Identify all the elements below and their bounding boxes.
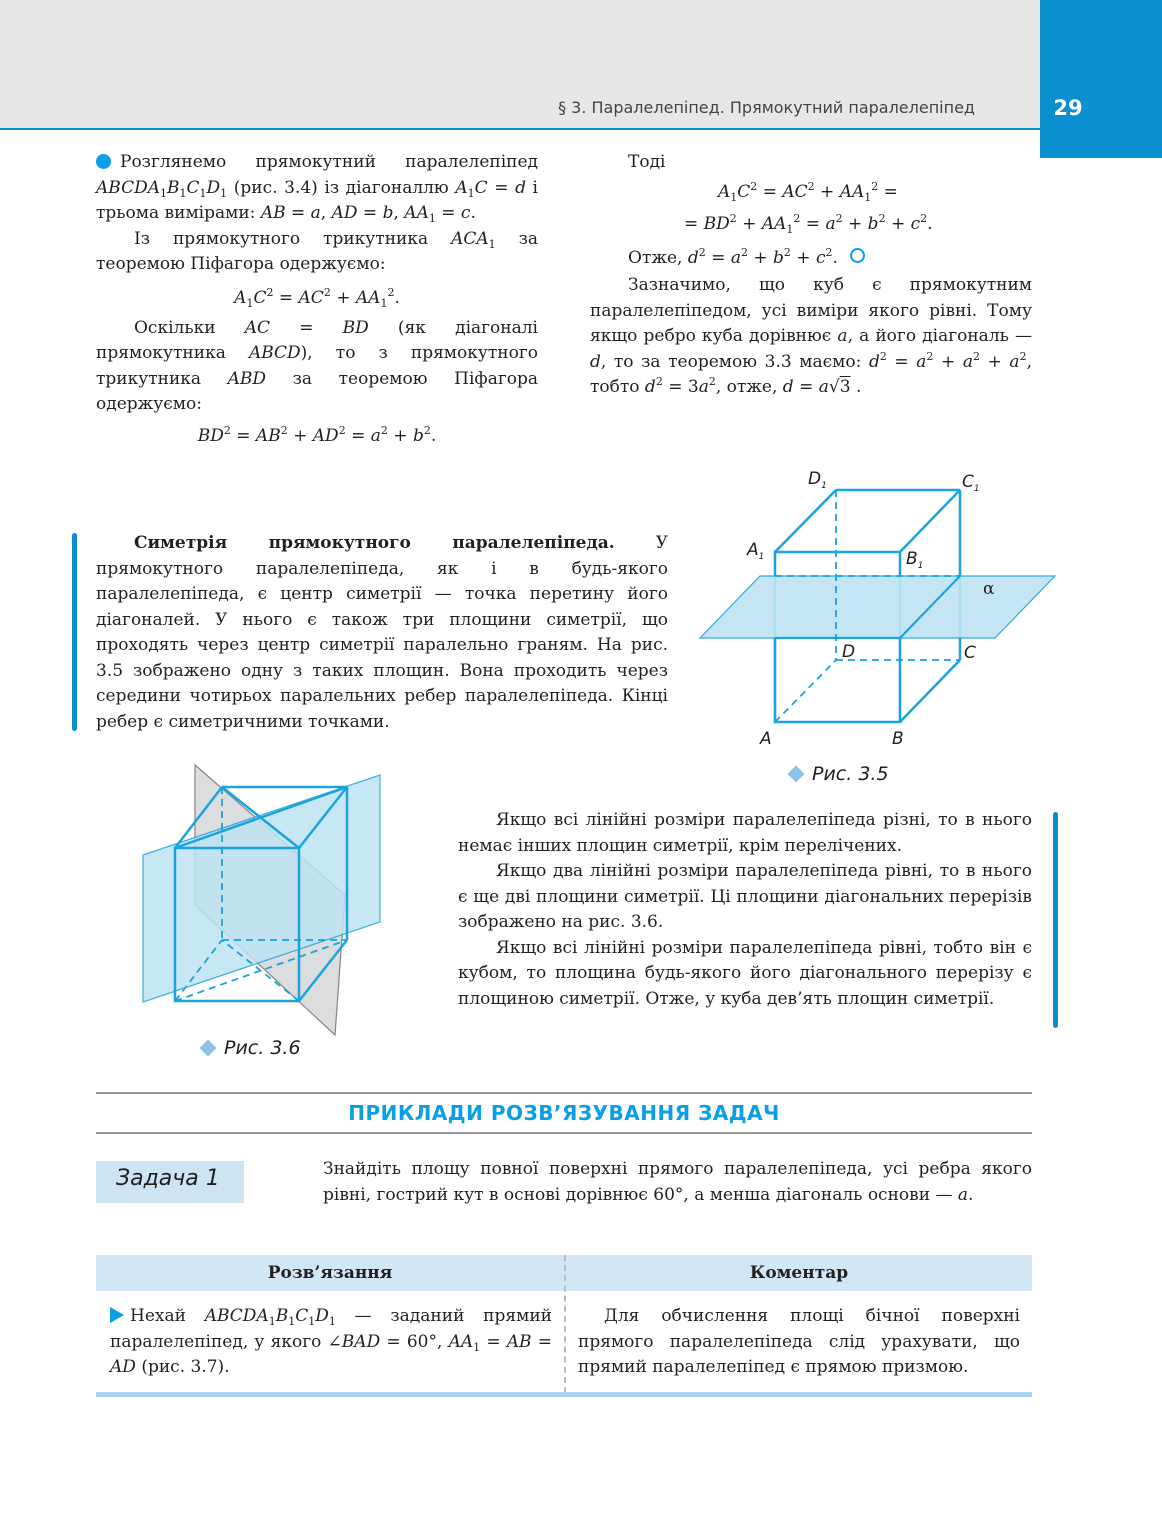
- caption-diamond-icon: [788, 766, 805, 783]
- label-c1: $C_1$: [962, 472, 980, 494]
- paragraph-planes-2: Якщо два лінійні розміри паралелепіпеда рівні, то в нього є ще дві площини симетрії. Ці площини діагональних перерізів зображено на рис. 3.6.: [458, 861, 1032, 932]
- label-a: A: [760, 729, 772, 749]
- caption-diamond-icon: [200, 1040, 217, 1057]
- formula-a1c: $A_1C^2 = AC^2 + AA_1^2$.: [234, 285, 400, 310]
- label-c: C: [964, 643, 976, 663]
- play-arrow-icon: [110, 1307, 124, 1323]
- task-text: [323, 1157, 1032, 1208]
- margin-bar-left: [72, 533, 77, 731]
- left-column: [96, 150, 538, 446]
- label-d: D: [842, 642, 856, 662]
- edge-b-c: [900, 660, 960, 722]
- label-b: B: [892, 729, 904, 749]
- label-a1: $A_1$: [747, 540, 765, 562]
- label-d1: $D_1$: [808, 469, 827, 491]
- formula-a1c-2: $A_1C^2 = AC^2 + AA_1^2$ =: [718, 179, 898, 204]
- paragraph-intro: Розглянемо прямокутний паралелепіпед $ABCDA_1B_1C_1D_1$ (рис. 3.4) із діагоналлю $A_1C = d$ і трьома вимірами: AB = a, AD = b, $AA_1 = c$.: [96, 152, 538, 225]
- hidden-edge-a-d: [775, 660, 836, 722]
- label-b1: $B_1$: [906, 549, 924, 571]
- margin-bar-right: [1053, 812, 1058, 1028]
- table-column-divider: [564, 1255, 566, 1393]
- edge-b1-c1: [900, 490, 960, 552]
- paragraph-planes-1: Якщо всі лінійні розміри паралелепіпеда різні, то в нього немає інших площин симетрії, крім перелічених.: [458, 810, 1032, 856]
- formula-result: = $BD^2 + AA_1^2 = a^2 + b^2 + c^2$.: [684, 211, 933, 236]
- table-header-comment: Коментар: [749, 1263, 849, 1283]
- section-heading: ПРИКЛАДИ РОЗВ’ЯЗУВАННЯ ЗАДАЧ: [96, 1092, 1032, 1134]
- blue-diagonal-plane: [143, 775, 380, 1002]
- formula-bd: $BD^2 = AB^2 + AD^2 = a^2 + b^2$.: [197, 423, 437, 446]
- table-cell-comment: [578, 1304, 1020, 1381]
- symmetry-plane: [700, 576, 1055, 638]
- caption-fig-3-6: Рис. 3.6: [202, 1037, 301, 1059]
- symmetry-heading: Симетрія прямокутного паралелепіпеда.: [134, 533, 615, 553]
- paragraph-pythagoras: Із прямокутного трикутника $ACA_1$ за теоремою Піфагора одержуємо:: [96, 228, 539, 274]
- table-cell-solution: [110, 1304, 552, 1381]
- solution-text: Нехай $ABCDA_1B_1C_1D_1$ — заданий прямий паралелепіпед, у якого ∠BAD = 60°, $AA_1$ = AB = AD (рис. 3.7).: [110, 1306, 553, 1377]
- paragraph-symmetry: [96, 531, 668, 735]
- table-bottom-rule: [96, 1392, 1032, 1397]
- right-column: [590, 150, 1032, 401]
- running-header: § 3. Паралелепіпед. Прямокутний паралелепіпед: [558, 98, 975, 117]
- table-header-solution: Розв’язання: [267, 1263, 393, 1283]
- symmetry-text: У прямокутного паралелепіпеда, як і в будь-якого паралелепіпеда, є центр симетрії — точка перетину його діагоналей. У нього є також три площини симетрії, що проходять через центр симетрії паралельно граням. На рис. 3.5 зображено одну з таких площин. Вона проходить через середини чотирьох паралельних ребер паралелепіпеда. Кінці ребер є симетричними точками.: [96, 533, 668, 732]
- paragraph-ac-bd: Оскільки AC = BD (як діагоналі прямокутника ABCD), то з прямокутного трикутника ABD за теоремою Піфагора одержуємо:: [96, 317, 538, 414]
- conclusion: Отже, $d^2 = a^2 + b^2 + c^2$.: [590, 246, 1032, 272]
- header-rule: [0, 128, 1040, 130]
- end-of-proof-icon: [850, 248, 865, 263]
- label-alpha: α: [983, 579, 995, 599]
- figure-3-5: [690, 462, 1070, 762]
- figure-3-6: [130, 760, 400, 1040]
- task-statement: Знайдіть площу повної поверхні прямого паралелепіпеда, усі ребра якого рівні, гострий кут в основі дорівнює 60°, а менша діагональ основи — a.: [323, 1159, 1032, 1205]
- caption-fig-3-5: Рис. 3.5: [790, 763, 889, 785]
- task-label: Задача 1: [116, 1166, 220, 1191]
- page-number-tab: [1040, 0, 1162, 158]
- comment-text: Для обчислення площі бічної поверхні прямого паралелепіпеда слід урахувати, що прямий паралелепіпед є прямою призмою.: [578, 1306, 1020, 1377]
- bullet-dot-icon: [96, 154, 111, 169]
- then-text: Тоді: [628, 152, 666, 172]
- symmetry-block: [96, 531, 668, 735]
- page-number: 29: [1053, 96, 1083, 120]
- paragraph-cube: Зазначимо, що куб є прямокутним паралелепіпедом, усі виміри якого рівні. Тому якщо ребро куба дорівнює a, а його діагональ — d, то за теоремою 3.3 маємо: $d^2 = a^2 + a^2 + a^2$, тобто $d^2 = 3a^2$, отже, d = a√3 .: [590, 275, 1032, 397]
- planes-text-block: [458, 808, 1032, 1012]
- edge-a1-d1: [775, 490, 836, 552]
- paragraph-planes-3: Якщо всі лінійні розміри паралелепіпеда рівні, тобто він є кубом, то площина будь-якого його діагонального перерізу є площиною симетрії. Отже, у куба дев’ять площин симетрії.: [458, 937, 1032, 1009]
